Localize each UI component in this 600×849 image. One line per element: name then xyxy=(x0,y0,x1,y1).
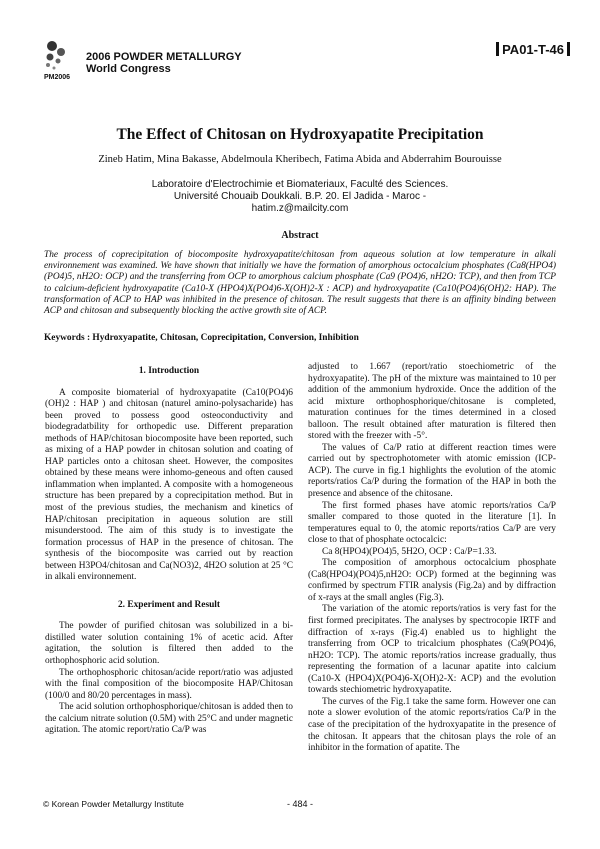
pm2006-logo xyxy=(42,38,78,78)
affiliation xyxy=(0,179,600,215)
abstract-heading: Abstract xyxy=(281,230,319,241)
logo-text: PM2006 xyxy=(44,74,71,81)
affiliation-line-1: Laboratoire d'Electrochimie et Biomateriaux, Faculté des Sciences. xyxy=(151,179,449,190)
experiment-heading: 2. Experiment and Result xyxy=(117,599,221,610)
right-paragraph-1: adjusted to 1.667 (report/ratio stoechiometric of the hydroxyapatite). The pH of the mixture was maintained to 10 per addition of the ammonium hydroxide. Once the addition of the acid mixture orthophosphorique/chitosane is completed, maturation continues for the times determined in a closed balloon. The result obtained after maturation is filtered then stored with the freezer with -5°. xyxy=(308,362,556,442)
paper-code xyxy=(493,42,573,57)
keywords: Keywords : Hydroxyapatite, Chitosan, Coprecipitation, Conversion, Inhibition xyxy=(44,333,359,343)
ocp-formula: Ca 8(HPO4)(PO4)5, 5H2O, OCP : Ca/P=1.33. xyxy=(322,546,497,557)
right-paragraph-3: The first formed phases have atomic reports/ratios Ca/P smaller compared to those quoted in the literature [1]. In temperatures equal to 0, the atomic reports/ratios Ca/P are very close to that of phosphate octocalcic: xyxy=(308,500,556,546)
affiliation-line-2: Université Chouaib Doukkali. B.P. 20. El Jadida - Maroc - xyxy=(173,191,427,202)
right-paragraph-5: The variation of the atomic reports/ratios is very fast for the first formed precipitates. The analyses by spectrocopie IRTF and diffraction of x-rays (Fig.4) enabled us to highlight the transferring from OCP to tricalcium phosphates (Ca9(PO4)6, nH2O: TCP). The atomic reports/ratios increase gradually, thus representing the formation of a lacunar apatite into calcium (Ca10-X (HPO4)X(PO4)6-X(OH)2-X: ACP) and the evolution towards stechiometric hydroxyapatite. xyxy=(308,604,556,696)
right-column xyxy=(308,362,556,755)
conference-name xyxy=(86,51,242,75)
conference-line-2: World Congress xyxy=(86,63,171,75)
author-email: hatim.z@mailcity.com xyxy=(251,203,349,214)
intro-heading: 1. Introduction xyxy=(138,366,200,376)
experiment-paragraph-3: The acid solution orthophosphorique/chitosan is added then to the calcium nitrate solution (0.5M) with 25°C and under magnetic agitation. The atomic report/ratio Ca/P was xyxy=(45,702,293,736)
page-number: - 484 - xyxy=(286,799,313,809)
abstract-text: The process of coprecipitation of biocomposite hydroxyapatite/chitosan from aqueous solution at low temperature in alkali environnement was examined. We have shown that initially we have the formation of amorphous octocalcium phosphates (Ca8(HPO4)(PO4)5, nH2O: OCP) and the transferring from OCP to amorphous calcium phosphate (Ca9 (PO4)6, nH2O: TCP), and then from TCP to calcium-deficient hydroxyapatite (Ca10-X (HPO4)X(PO4)6-X(OH)2-X : ACP) and hydroxyapatite (Ca10(PO4)6(OH)2: HAP). The transformation of ACP to HAP was inhibited in the presence of chitosan. The result suggests that there is an affinity binding between ACP and chitosan and subsequently blocking the active growth site of ACP. xyxy=(44,250,556,317)
paper-title: The Effect of Chitosan on Hydroxyapatite Precipitation xyxy=(116,126,484,143)
right-paragraph-4: The composition of amorphous octocalcium phosphate (Ca8(HPO4)(PO4)5,nH2O: OCP) formed at the beginning was confirmed by spectrum FTIR analysis (Fig.2a) and by diffraction of x-rays at the small angles (Fig.3). xyxy=(308,558,556,603)
conference-line-1: 2006 POWDER METALLURGY xyxy=(86,51,242,63)
left-column xyxy=(45,360,293,737)
authors: Zineb Hatim, Mina Bakasse, Abdelmoula Kheribech, Fatima Abida and Abderrahim Bourouisse xyxy=(98,154,502,165)
footer-copyright: © Korean Powder Metallurgy Institute xyxy=(43,799,184,809)
right-paragraph-6: The curves of the Fig.1 take the same form. However one can note a slower evolution of the atomic reports/ratios Ca/P in the case of the precipitation of the hydroxyapatite in the presence of the chitosan. It appears that the chitosan plays the role of an inhibitor in the formation of apatite. The xyxy=(308,696,556,754)
right-paragraph-2: The values of Ca/P ratio at different reaction times were carried out by spectrophotometer with atomic emission (ICP-ACP). The curve in fig.1 highlights the evolution of the atomic reports/ratios Ca/P during the formation of the HAP in both the presence and absence of the chitosane. xyxy=(308,442,556,500)
experiment-paragraph-2: The orthophosphoric chitosan/acide report/ratio was adjusted with the final composition of the biocomposite HAP/Chitosan (100/0 and 80/20 percentages in mass). xyxy=(45,667,293,701)
intro-paragraph: A composite biomaterial of hydroxyapatite (Ca10(PO4)6 (OH)2 : HAP ) and chitosan (naturel amino-polysacharide) has been proved to possess good osteoconductivity and biodegradatbility for orthopedic use. Different preparation methods of HAP/chitosan biocomposite have been reported, such as mixing of a HAP powder in chitosan solution and coating of HAP particles onto a chitosan sheet. However, the composites obtained by these means were inhomo-geneous and often caused inflammation when implanted. A composite with a homogeneous structure has been prepared by a coprecipitation method. But in most of the previous studies, the mechanism and kinetics of HAP/chitosan precipitation in aqueous solution are still misunderstood. The aim of this study is to investigate the formation processus of HAP in the presence of chitosan. The synthesis of the biocomposite was carried out by reaction between H3PO4/chitosan and Ca(NO3)2, 4H2O solution at 25 °C in alkali environnement. xyxy=(45,387,293,583)
paper-code-text: PA01-T-46 xyxy=(502,42,564,57)
experiment-paragraph-1: The powder of purified chitosan was solubilized in a bi-distilled water solution containing 1% of acetic acid. After agitation, the solution is filtered then added to the orthophosphoric acid solution. xyxy=(45,621,293,667)
